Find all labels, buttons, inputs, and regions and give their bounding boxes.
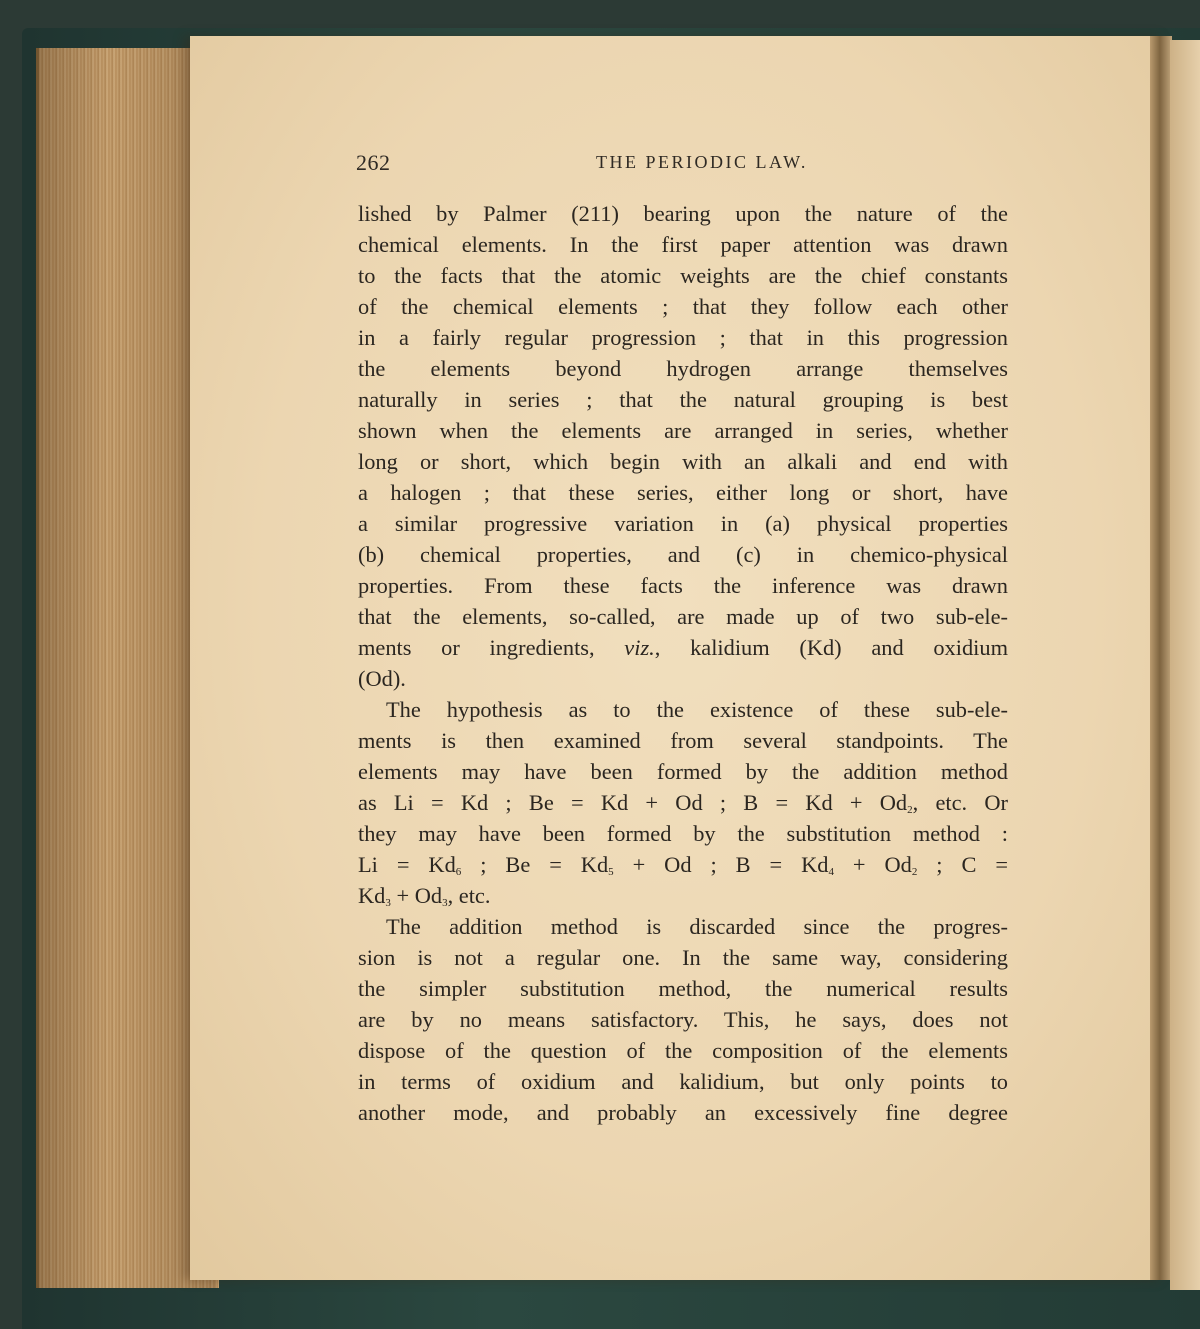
text-line: a similar progressive variation in (a) physical properties [358,511,1008,536]
page-header [356,150,1008,180]
text-line: sion is not a regular one. In the same way, considering [358,945,1008,970]
subscript: 3 [442,897,448,909]
text-line: shown when the elements are arranged in series, whether [358,418,1008,443]
formula-text: Li = Kd [358,852,456,877]
text-line: that the elements, so-called, are made up of two sub-ele- [358,604,1008,629]
text-line: they may have been formed by the substitution method : [358,821,1008,846]
text-line: of the chemical elements ; that they follow each other [358,294,1008,319]
text-line [358,632,1008,663]
page-block-shade [36,48,216,1288]
formula-text: as Li = Kd ; Be = Kd + Od ; B = Kd + Od [358,790,908,815]
formula-text: Kd [358,883,386,908]
body-text [358,198,1008,1128]
italic-text: viz. [624,635,655,660]
text-line: in a fairly regular progression ; that in this progression [358,325,1008,350]
formula-text: , etc. [447,883,491,908]
running-title: THE PERIODIC LAW. [596,152,808,172]
formula-line [358,849,1008,880]
formula-text: + Od ; B = Kd [613,852,829,877]
formula-text: ; C = [917,852,1008,877]
formula-line [358,787,1008,818]
formula-text: , etc. Or [912,790,1008,815]
subscript: 5 [608,866,614,878]
text-line: (Od). [358,666,406,691]
formula-text: + Od [833,852,912,877]
text-line: ments is then examined from several standpoints. The [358,728,1008,753]
text-line: chemical elements. In the first paper attention was drawn [358,232,1008,257]
text-line: are by no means satisfactory. This, he says, does not [358,1007,1008,1032]
text-run: , kalidium (Kd) and oxidium [654,635,1008,660]
formula-text: ; Be = Kd [461,852,609,877]
text-line: dispose of the question of the composition of the elements [358,1038,1008,1063]
formula-line [358,880,1008,911]
subscript: 2 [911,866,918,878]
text-line: (b) chemical properties, and (c) in chemico-physical [358,542,1008,567]
text-line: a halogen ; that these series, either long or short, have [358,480,1008,505]
subscript: 6 [455,866,462,878]
page-number: 262 [356,150,391,175]
text-line: long or short, which begin with an alkali and end with [358,449,1008,474]
formula-text: + Od [390,883,443,908]
text-run: ments or ingredients, [358,635,625,660]
paragraph-first-line: The hypothesis as to the existence of these sub-ele- [386,697,1008,722]
text-line: lished by Palmer (211) bearing upon the nature of the [358,201,1008,226]
text-line: the elements beyond hydrogen arrange themselves [358,356,1008,381]
text-line: another mode, and probably an excessively fine degree [358,1100,1008,1125]
text-line: elements may have been formed by the addition method [358,759,1008,784]
text-line: the simpler substitution method, the numerical results [358,976,1008,1001]
subscript: 3 [385,897,391,909]
paragraph-first-line: The addition method is discarded since the progres- [386,914,1008,939]
text-line: in terms of oxidium and kalidium, but only points to [358,1069,1008,1094]
facing-page-edge [1170,40,1200,1290]
subscript: 4 [828,866,834,878]
text-line: properties. From these facts the inference was drawn [358,573,1008,598]
book-gutter [1150,36,1172,1280]
text-line: naturally in series ; that the natural grouping is best [358,387,1008,412]
subscript: 2 [907,804,913,816]
text-line: to the facts that the atomic weights are the chief constants [358,263,1008,288]
